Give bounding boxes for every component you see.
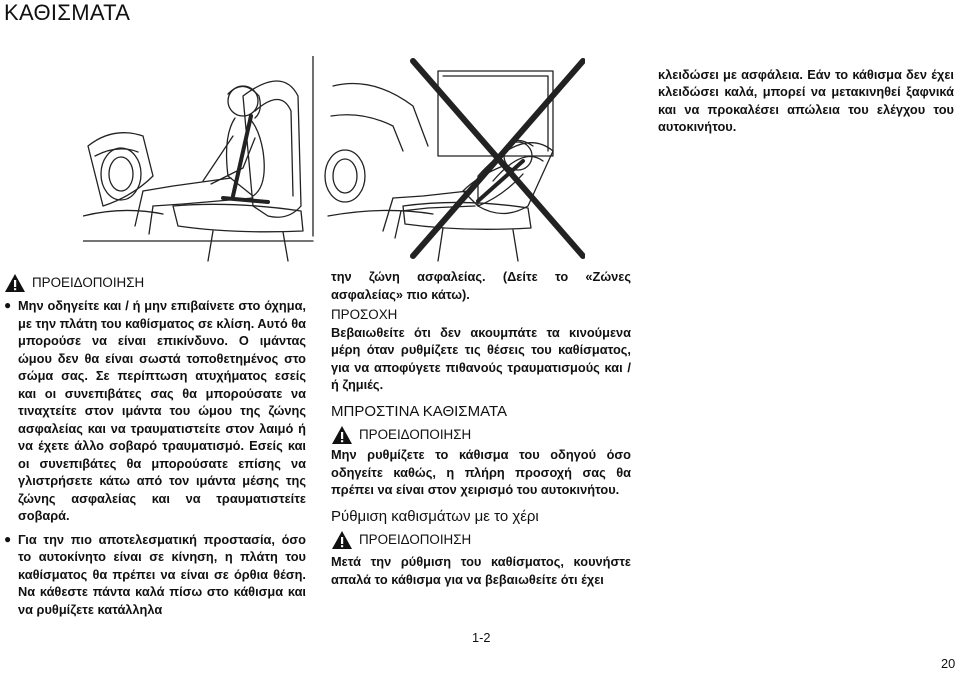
list-item xyxy=(4,531,306,619)
warning-icon xyxy=(331,425,353,445)
warning-text: Μετά την ρύθμιση του καθίσματος, κουνήστε απαλά το κάθισμα για να βεβαιωθείτε ότι έχει xyxy=(331,554,631,587)
warning-heading xyxy=(331,529,631,551)
warning-label: ΠΡΟΕΙΔΟΠΟΙΗΣΗ xyxy=(359,532,472,548)
left-column xyxy=(4,272,306,618)
warning-text: Μην ρυθμίζετε το κάθισμα του οδηγού όσο οδηγείτε καθώς, η πλήρη προσοχή σας θα πρέπει να είναι στον χειρισμό του αυτοκινήτου. xyxy=(331,447,631,497)
bullet-icon: ● xyxy=(4,531,12,546)
bullet-text: Για την πιο αποτελεσματική προστασία, όσο το αυτοκίνητο είναι σε κίνηση, η πλάτη του καθίσματος θα πρέπει να είναι σε όρθια θέση. Να κάθεστε πάντα καλά πίσω στο κάθισμα και να ρυθμίζετε κατάλληλα xyxy=(18,531,306,617)
warning-heading xyxy=(4,272,306,294)
page-number: 20 xyxy=(941,656,956,671)
warning-icon xyxy=(4,273,26,293)
manual-adjust-heading: Ρύθμιση καθισμάτων με το χέρι xyxy=(331,507,539,525)
caution-text: Βεβαιωθείτε ότι δεν ακουμπάτε τα κινούμενα μέρη όταν ρυθμίζετε τις θέσεις του καθίσματος, για να αποφύγετε πιθανούς τραυματισμούς και / ή ζημιές. xyxy=(331,324,631,392)
upright-seat-drawing xyxy=(83,56,313,261)
caution-label: ΠΡΟΣΟΧΗ xyxy=(331,307,398,322)
inner-page-number: 1-2 xyxy=(472,630,491,645)
warning-label: ΠΡΟΕΙΔΟΠΟΙΗΣΗ xyxy=(359,427,472,443)
bullet-icon: ● xyxy=(4,298,12,312)
bullet-text: Μην οδηγείτε και / ή μην επιβαίνετε στο όχημα, με την πλάτη του καθίσματος σε κλίση. Αυτό θα μπορούσε να είναι επικίνδυνο. Ο ιμάντας ώμου δεν θα είναι σωστά τοποθετημένος στο σώμα σας. Σε περίπτωση ατυχήματος εσείς και οι συνεπιβάτες σας θα μπορούσατε να τιναχτείτε στον ιμάντα του ώμου της ζώνης ασφαλείας και να τραυματιστείτε στον λαιμό ή να έχετε άλλο σοβαρό τραυματισμό. Εσείς και οι συνεπιβάτες θα μπορούσατε επίσης να γλιστρήσετε κάτω από τον ιμάντα μέσης της ζώνης ασφαλείας και να τραυματιστείτε σοβαρά. xyxy=(18,298,306,523)
page-title: ΚΑΘΙΣΜΑΤΑ xyxy=(4,0,131,25)
reclined-seat-drawing xyxy=(325,61,583,261)
seating-position-illustration xyxy=(83,56,585,270)
list-item xyxy=(4,297,306,525)
warning-label: ΠΡΟΕΙΔΟΠΟΙΗΣΗ xyxy=(32,275,145,291)
front-seats-heading: ΜΠΡΟΣΤΙΝΑ ΚΑΘΙΣΜΑΤΑ xyxy=(331,402,508,420)
continued-text: την ζώνη ασφαλείας. (Δείτε το «Ζώνες ασφαλείας» πιο κάτω). xyxy=(331,269,631,302)
continued-paragraph: κλειδώσει με ασφάλεια. Εάν το κάθισμα δεν έχει κλειδώσει καλά, μπορεί να μετακινηθεί ξαφνικά και να προκαλέσει απώλεια του ελέγχου του αυτοκινήτου. xyxy=(658,67,954,134)
right-column xyxy=(331,268,631,588)
warning-heading xyxy=(331,424,631,446)
warning-icon xyxy=(331,530,353,550)
